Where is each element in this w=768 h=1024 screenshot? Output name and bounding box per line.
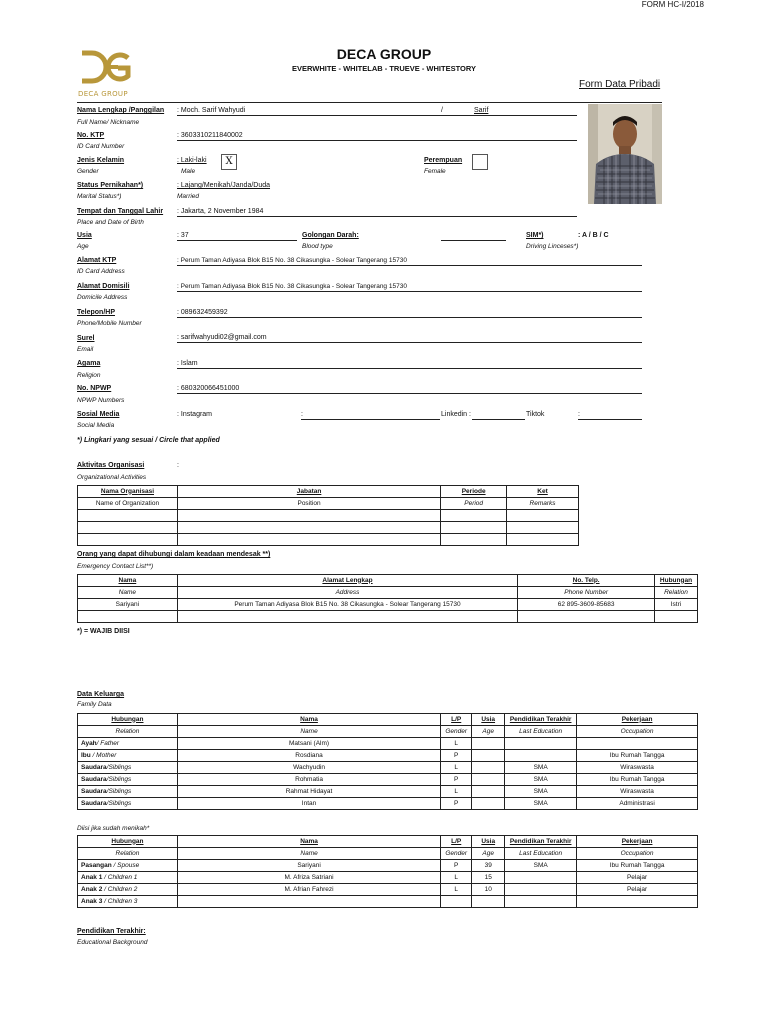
table-cell[interactable]	[505, 738, 577, 750]
age-label: Usia	[77, 232, 92, 239]
phone-value[interactable]: : 089632459392	[177, 309, 228, 316]
org-header-period: Periode	[441, 486, 507, 498]
family-relation-en: / Mother	[90, 751, 117, 759]
org-header-position: Jabatan	[177, 486, 440, 498]
marital-value[interactable]: : Lajang/Menikah/Janda/Duda	[177, 182, 271, 189]
married-subheader-name: Name	[177, 848, 440, 860]
table-cell[interactable]: L	[441, 872, 472, 884]
table-cell[interactable]	[654, 611, 697, 623]
table-cell[interactable]: 39	[472, 860, 505, 872]
education-sub: Educational Background	[77, 939, 148, 946]
domicile-value[interactable]: : Perum Taman Adiyasa Blok B15 No. 38 Cikasungka - Solear Tangerang 15730	[177, 283, 407, 290]
table-cell[interactable]	[78, 522, 178, 534]
table-cell[interactable]	[177, 896, 440, 908]
page-title: DECA GROUP	[336, 46, 432, 62]
family-relation-en: /Siblings	[106, 775, 132, 783]
table-cell[interactable]	[472, 786, 505, 798]
family-relation-cell	[78, 738, 178, 750]
org-subheader-period: Period	[441, 498, 507, 510]
table-row	[78, 599, 698, 611]
table-cell[interactable]	[472, 798, 505, 810]
gender-label: Jenis Kelamin	[77, 157, 125, 164]
table-cell[interactable]	[441, 510, 507, 522]
table-cell[interactable]	[507, 510, 579, 522]
married-relation-en: / Children 2	[102, 885, 138, 893]
emergency-header-relation: Hubungan	[654, 575, 697, 587]
marital-label: Status Pernikahan*)	[77, 182, 144, 189]
email-label: Surel	[77, 335, 95, 342]
table-cell[interactable]	[505, 750, 577, 762]
ktp-label: No. KTP	[77, 132, 105, 139]
table-cell[interactable]: Wiraswasta	[577, 786, 698, 798]
table-cell[interactable]: Pelajar	[577, 872, 698, 884]
name-sub: Full Name/ Nickname	[77, 119, 140, 126]
gender-sub: Gender	[77, 168, 99, 175]
family-relation-cell	[78, 774, 178, 786]
sim-value[interactable]: : A / B / C	[578, 232, 609, 239]
family-header-name: Nama	[177, 714, 440, 726]
table-row	[78, 738, 698, 750]
nickname-value[interactable]: Sarif	[474, 107, 489, 114]
table-cell[interactable]: Rohmatia	[177, 774, 440, 786]
table-cell[interactable]: SMA	[505, 762, 577, 774]
table-cell[interactable]	[505, 884, 577, 896]
table-cell[interactable]	[441, 534, 507, 546]
family-header-age: Usia	[472, 714, 505, 726]
table-row	[78, 611, 698, 623]
profile-photo	[588, 104, 662, 204]
linkedin-label: Linkedin :	[441, 411, 471, 418]
married-header-age: Usia	[472, 836, 505, 848]
table-cell[interactable]: 15	[472, 872, 505, 884]
family-header-gender: L/P	[441, 714, 472, 726]
family-relation-en: /Siblings	[106, 787, 132, 795]
emergency-label: Orang yang dapat dihubungi dalam keadaan mendesak **)	[77, 551, 271, 558]
table-cell[interactable]: P	[441, 860, 472, 872]
family-subheader-relation: Relation	[78, 726, 178, 738]
family-sub: Family Data	[77, 701, 112, 708]
social-label: Sosial Media	[77, 411, 120, 418]
marital-sub: Marital Status*)	[77, 193, 122, 200]
blood-line	[441, 240, 506, 241]
blood-sub: Blood type	[302, 243, 333, 250]
married-relation-en: / Children 1	[102, 873, 138, 881]
married-relation: Anak 2	[81, 885, 103, 893]
emergency-subheader-name: Name	[78, 587, 178, 599]
family-relation-en: / Father	[96, 739, 120, 747]
table-cell[interactable]	[518, 611, 655, 623]
married-subheader-occupation: Occupation	[577, 848, 698, 860]
married-header-relation: Hubungan	[78, 836, 178, 848]
table-cell[interactable]: SMA	[505, 774, 577, 786]
table-cell[interactable]: Ibu Rumah Tangga	[577, 750, 698, 762]
instagram-label: : Instagram	[177, 411, 213, 418]
table-row	[78, 884, 698, 896]
religion-sub: Religion	[77, 372, 101, 379]
table-cell[interactable]: Matsani (Alm)	[177, 738, 440, 750]
family-relation-cell	[78, 750, 178, 762]
org-header-name: Nama Organisasi	[78, 486, 178, 498]
phone-label: Telepon/HP	[77, 309, 115, 316]
phone-sub: Phone/Mobile Number	[77, 320, 142, 327]
table-cell[interactable]	[472, 738, 505, 750]
gender-female-label: Perempuan	[424, 157, 463, 164]
table-cell[interactable]	[472, 750, 505, 762]
instagram-colon: :	[301, 411, 303, 418]
org-label: Aktivitas Organisasi	[77, 462, 145, 469]
table-cell[interactable]: M. Afrian Fahrezi	[177, 884, 440, 896]
married-subheader-education: Last Education	[505, 848, 577, 860]
table-cell[interactable]	[177, 534, 440, 546]
table-row	[78, 798, 698, 810]
name-label: Nama Lengkap /Panggilan	[77, 107, 165, 114]
married-relation-cell	[78, 872, 178, 884]
blood-label: Golongan Darah:	[302, 232, 359, 239]
married-relation-cell	[78, 884, 178, 896]
table-row	[78, 786, 698, 798]
table-row	[78, 510, 579, 522]
table-cell[interactable]: Perum Taman Adiyasa Blok B15 No. 38 Cikasungka - Solear Tangerang 15730	[177, 599, 518, 611]
org-header-remarks: Ket	[507, 486, 579, 498]
table-cell[interactable]	[472, 762, 505, 774]
emergency-sub: Emergency Contact List**)	[77, 563, 154, 570]
table-cell[interactable]	[78, 510, 178, 522]
tiktok-colon: :	[578, 411, 580, 418]
gender-male-sub: Male	[181, 168, 196, 175]
age-line	[177, 240, 297, 241]
table-cell[interactable]: P	[441, 798, 472, 810]
table-cell[interactable]: Wachyudin	[177, 762, 440, 774]
gender-male-checkbox[interactable]: X	[221, 154, 237, 170]
education-label: Pendidikan Terakhir:	[77, 928, 146, 935]
circle-note: *) Lingkari yang sesuai / Circle that applied	[77, 437, 220, 444]
table-row	[78, 774, 698, 786]
family-relation-cell	[78, 786, 178, 798]
table-cell[interactable]	[177, 522, 440, 534]
birth-sub: Place and Date of Birth	[77, 219, 144, 226]
table-cell[interactable]: SMA	[505, 798, 577, 810]
table-cell[interactable]	[441, 522, 507, 534]
married-header-gender: L/P	[441, 836, 472, 848]
marital-value-sub: Married	[177, 193, 200, 200]
emergency-table	[77, 574, 698, 623]
domicile-sub: Domicile Address	[77, 294, 128, 301]
table-cell[interactable]: Sariyani	[78, 599, 178, 611]
tiktok-line[interactable]	[578, 419, 642, 420]
ktp-address-sub: ID Card Address	[77, 268, 125, 275]
married-relation-cell	[78, 860, 178, 872]
table-cell[interactable]	[177, 510, 440, 522]
family-header-relation: Hubungan	[78, 714, 178, 726]
family-relation: Saudara	[81, 787, 107, 795]
family-subheader-gender: Gender	[441, 726, 472, 738]
table-cell[interactable]: L	[441, 762, 472, 774]
name-line	[177, 115, 577, 116]
age-sub: Age	[77, 243, 89, 250]
gender-male-label: : Laki-laki	[177, 157, 207, 164]
family-relation-cell	[78, 762, 178, 774]
religion-line	[177, 368, 642, 369]
table-cell[interactable]: M. Afriza Satriani	[177, 872, 440, 884]
table-cell[interactable]: L	[441, 884, 472, 896]
tiktok-label: Tiktok	[526, 411, 545, 418]
org-subheader-position: Position	[177, 498, 440, 510]
sim-label: SIM*)	[526, 232, 544, 239]
table-cell[interactable]	[78, 611, 178, 623]
email-value[interactable]: : sarifwahyudi02@gmail.com	[177, 334, 267, 341]
emergency-header-phone: No. Telp.	[518, 575, 655, 587]
table-cell[interactable]	[507, 522, 579, 534]
religion-value[interactable]: : Islam	[177, 360, 198, 367]
table-cell[interactable]	[472, 774, 505, 786]
org-subheader-remarks: Remarks	[507, 498, 579, 510]
table-cell[interactable]: P	[441, 750, 472, 762]
form-code: FORM HC-I/2018	[641, 0, 704, 9]
table-row	[78, 860, 698, 872]
married-header-name: Nama	[177, 836, 440, 848]
family-header-education: Pendidikan Terakhir	[505, 714, 577, 726]
married-subheader-age: Age	[472, 848, 505, 860]
table-row	[78, 762, 698, 774]
married-relation-cell	[78, 896, 178, 908]
table-cell[interactable]: Rahmat Hidayat	[177, 786, 440, 798]
table-row	[78, 750, 698, 762]
ktp-value[interactable]: : 3603310211840002	[177, 132, 243, 139]
family-relation-en: /Siblings	[106, 763, 132, 771]
family-relation: Saudara	[81, 775, 107, 783]
table-cell[interactable]	[577, 896, 698, 908]
table-cell[interactable]: P	[441, 774, 472, 786]
age-value[interactable]: : 37	[177, 232, 189, 239]
table-row	[78, 872, 698, 884]
family-subheader-age: Age	[472, 726, 505, 738]
birth-value[interactable]: : Jakarta, 2 November 1984	[177, 208, 264, 215]
table-cell[interactable]	[507, 534, 579, 546]
instagram-line[interactable]	[301, 419, 440, 420]
birth-line	[177, 216, 577, 217]
table-cell[interactable]: Administrasi	[577, 798, 698, 810]
table-cell[interactable]: Intan	[177, 798, 440, 810]
sim-sub: Driving Linceses*)	[526, 243, 579, 250]
org-colon: :	[177, 462, 179, 469]
ktp-sub: ID Card Number	[77, 143, 125, 150]
email-sub: Email	[77, 346, 94, 353]
table-cell[interactable]	[505, 872, 577, 884]
family-subheader-occupation: Occupation	[577, 726, 698, 738]
ktp-address-line	[177, 265, 642, 266]
form-title: Form Data Pribadi	[579, 79, 661, 90]
emergency-subheader-address: Address	[177, 587, 518, 599]
ktp-line	[177, 140, 577, 141]
family-relation: Saudara	[81, 799, 107, 807]
family-relation-en: /Siblings	[106, 799, 132, 807]
birth-label: Tempat dan Tanggal Lahir	[77, 208, 164, 215]
married-table	[77, 835, 698, 908]
name-value[interactable]: : Moch. Sarif Wahyudi	[177, 107, 246, 114]
married-subheader-gender: Gender	[441, 848, 472, 860]
mandatory-note: *) = WAJIB DIISI	[77, 628, 130, 635]
page-subtitle: EVERWHITE - WHITELAB - TRUEVE - WHITESTORY	[291, 64, 477, 73]
org-table	[77, 485, 579, 546]
table-cell[interactable]	[472, 896, 505, 908]
header-divider	[77, 102, 662, 103]
table-cell[interactable]: Istri	[654, 599, 697, 611]
table-cell[interactable]: Rosdiana	[177, 750, 440, 762]
npwp-value[interactable]: : 680320066451000	[177, 385, 240, 392]
table-cell[interactable]: SMA	[505, 860, 577, 872]
emergency-header-address: Alamat Lengkap	[177, 575, 518, 587]
table-cell[interactable]: SMA	[505, 786, 577, 798]
linkedin-line[interactable]	[472, 419, 525, 420]
married-header-education: Pendidikan Terakhir	[505, 836, 577, 848]
gender-female-sub: Female	[424, 168, 446, 175]
family-relation: Ayah	[81, 739, 97, 747]
married-relation: Anak 3	[81, 897, 103, 905]
married-subheader-relation: Relation	[78, 848, 178, 860]
table-cell[interactable]: Wiraswasta	[577, 762, 698, 774]
family-relation-cell	[78, 798, 178, 810]
table-cell[interactable]	[441, 896, 472, 908]
ktp-address-label: Alamat KTP	[77, 257, 117, 264]
table-row	[78, 896, 698, 908]
table-cell[interactable]	[177, 611, 518, 623]
emergency-subheader-phone: Phone Number	[518, 587, 655, 599]
table-cell[interactable]: Ibu Rumah Tangga	[577, 860, 698, 872]
married-relation: Anak 1	[81, 873, 103, 881]
table-cell[interactable]: L	[441, 786, 472, 798]
table-cell[interactable]: Sariyani	[177, 860, 440, 872]
table-cell[interactable]	[78, 534, 178, 546]
emergency-header-name: Nama	[78, 575, 178, 587]
npwp-sub: NPWP Numbers	[77, 397, 125, 404]
org-subheader-name: Name of Organization	[78, 498, 178, 510]
married-relation-en: / Children 3	[102, 897, 138, 905]
table-cell[interactable]: Pelajar	[577, 884, 698, 896]
religion-label: Agama	[77, 360, 101, 367]
table-cell[interactable]	[577, 738, 698, 750]
logo-text: DECA GROUP	[78, 90, 128, 98]
married-relation: Pasangan	[81, 861, 112, 869]
org-sub: Organizational Activities	[77, 474, 147, 481]
family-relation: Saudara	[81, 763, 107, 771]
ktp-address-value[interactable]: : Perum Taman Adiyasa Blok B15 No. 38 Cikasungka - Solear Tangerang 15730	[177, 257, 407, 264]
email-line	[177, 342, 642, 343]
table-cell[interactable]: L	[441, 738, 472, 750]
table-cell[interactable]: 62 895-3609-85683	[518, 599, 655, 611]
table-cell[interactable]: 10	[472, 884, 505, 896]
married-note: Diisi jika sudah menikah*	[77, 825, 150, 832]
table-row	[78, 534, 579, 546]
domicile-label: Alamat Domisili	[77, 283, 130, 290]
npwp-label: No. NPWP	[77, 385, 112, 392]
married-header-occupation: Pekerjaan	[577, 836, 698, 848]
family-table	[77, 713, 698, 810]
family-relation: Ibu	[81, 751, 91, 759]
social-sub: Social Media	[77, 422, 115, 429]
table-cell[interactable]: Ibu Rumah Tangga	[577, 774, 698, 786]
family-subheader-education: Last Education	[505, 726, 577, 738]
phone-line	[177, 317, 642, 318]
npwp-line	[177, 393, 642, 394]
gender-female-checkbox[interactable]	[472, 154, 488, 170]
domicile-line	[177, 291, 642, 292]
emergency-subheader-relation: Relation	[654, 587, 697, 599]
family-subheader-name: Name	[177, 726, 440, 738]
family-label: Data Keluarga	[77, 691, 125, 698]
table-row	[78, 522, 579, 534]
married-relation-en: / Spouse	[111, 861, 140, 869]
family-header-occupation: Pekerjaan	[577, 714, 698, 726]
table-cell[interactable]	[505, 896, 577, 908]
name-separator: /	[441, 107, 443, 114]
